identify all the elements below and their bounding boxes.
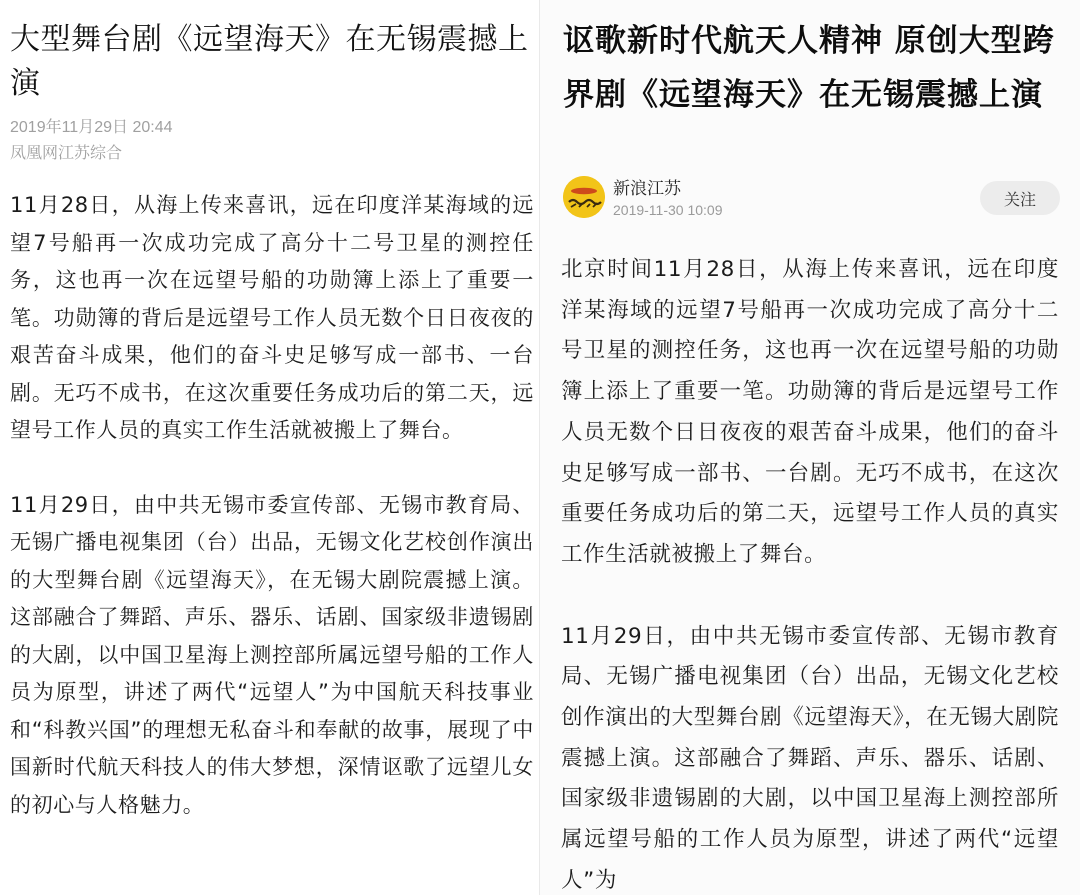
right-paragraph-2: 11月29日，由中共无锡市委宣传部、无锡市教育局、无锡广播电视集团（台）出品，无锡文化艺校创作演出的大型舞台剧《远望海天》，在无锡大剧院震撼上演。这部融合了舞蹈、声乐、器乐、话剧、国家级非遗锡剧的大剧，以中国卫星海上测控部所属远望号船的工作人员为原型，讲述了两代“远望人”为	[561, 623, 1059, 893]
left-paragraph-1: 11月28日，从海上传来喜讯，远在印度洋某海域的远望7号船再一次成功完成了高分十二号卫星的测控任务，这也再一次在远望号船的功勋簿上添上了重要一笔。功勋簿的背后是远望号工作人员无数个日日夜夜的艰苦奋斗成果，他们的奋斗史足够写成一部书、一台剧。无巧不成书，在这次重要任务成功后的第二天，远望号工作人员的真实工作生活就被搬上了舞台。	[10, 193, 534, 442]
author-avatar[interactable]	[563, 176, 605, 218]
left-article-title: 大型舞台剧《远望海天》在无锡震撼上演	[10, 22, 529, 101]
publish-date: 2019-11-30 10:09	[613, 202, 723, 218]
right-article-panel	[540, 0, 1080, 895]
left-paragraph-2: 11月29日，由中共无锡市委宣传部、无锡市教育局、无锡广播电视集团（台）出品，无锡文化艺校创作演出的大型舞台剧《远望海天》，在无锡大剧院震撼上演。这部融合了舞蹈、声乐、器乐、话剧、国家级非遗锡剧的大剧，以中国卫星海上测控部所属远望号船的工作人员为原型，讲述了两代“远望人”为中国航天科技事业和“科教兴国”的理想无私奋斗和奉献的故事，展现了中国新时代航天科技人的伟大梦想，深情讴歌了远望儿女的初心与人格魅力。	[10, 492, 534, 817]
left-article-source: 凤凰网江苏综合	[10, 143, 123, 162]
left-article-date: 2019年11月29日 20:44	[10, 119, 173, 136]
right-article-title: 讴歌新时代航天人精神 原创大型跨界剧《远望海天》在无锡震撼上演	[563, 23, 1055, 113]
right-paragraph-1: 北京时间11月28日，从海上传来喜讯，远在印度洋某海域的远望7号船再一次成功完成了高分十二号卫星的测控任务，这也再一次在远望号船的功勋簿上添上了重要一笔。功勋簿的背后是远望号工作人员无数个日日夜夜的艰苦奋斗成果，他们的奋斗史足够写成一部书、一台剧。无巧不成书，在这次重要任务成功后的第二天，远望号工作人员的真实工作生活就被搬上了舞台。	[561, 257, 1059, 567]
follow-button[interactable]: 关注	[980, 181, 1060, 215]
sina-jiangsu-logo-icon	[563, 176, 605, 218]
left-article-body	[10, 187, 534, 861]
author-name[interactable]: 新浪江苏	[613, 179, 681, 199]
right-article-body	[561, 250, 1059, 895]
